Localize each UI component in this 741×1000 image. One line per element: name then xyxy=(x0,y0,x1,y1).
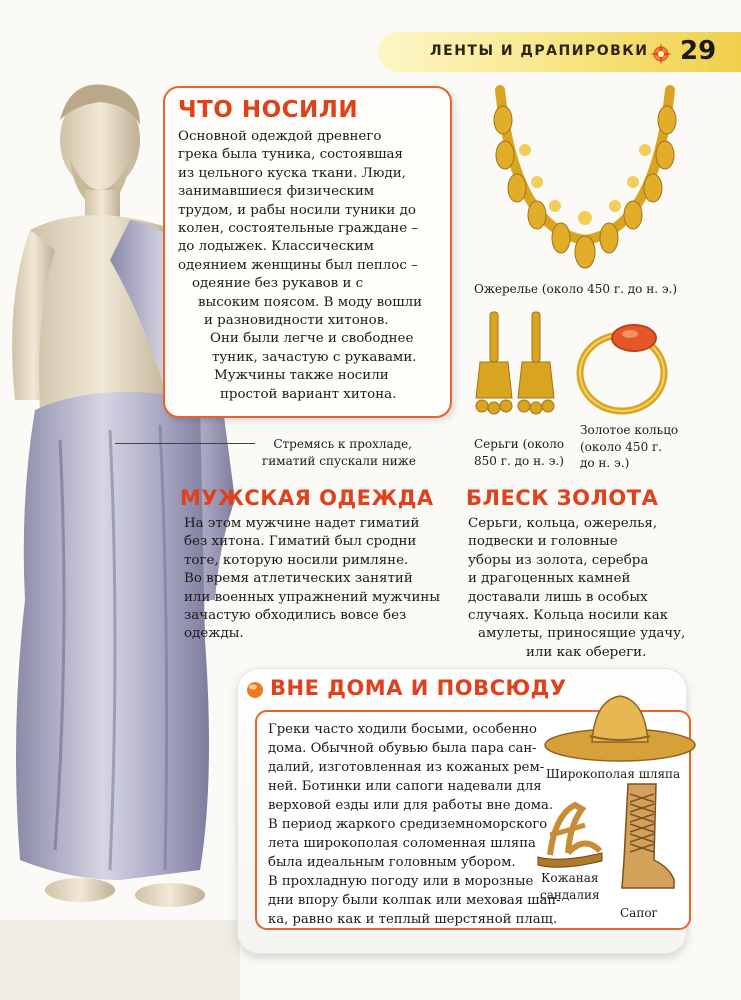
section-title: ЛЕНТЫ И ДРАПИРОВКИ xyxy=(430,43,649,59)
ring-caption: Золотое кольцо (около 450 г. до н. э.) xyxy=(580,423,679,470)
earrings-caption: Серьги (около 850 г. до н. э.) xyxy=(474,437,565,468)
hat-caption: Широкополая шляпа xyxy=(546,767,681,781)
boot-caption: Сапог xyxy=(620,906,658,920)
gold-ring-illustration xyxy=(572,318,682,418)
what-they-wore-text: Основной одеждой древнего грека была туника, состоявшая из цельного куска ткани. Люди, занимавшиеся физическим трудом, и рабы носили туники до колен, состоятельные граждане – до лодыжек. Классическим одеянием женщины был пеплос – одеяние без рукавов и с высоким поясом. В моду вошли и разновидности хитонов. Они были легче и свободнее туник, зачастую с рукавами. Мужчины также носили простой вариант хитона. xyxy=(178,129,423,402)
mens-clothing-heading: МУЖСКАЯ ОДЕЖДА xyxy=(180,486,434,510)
gold-necklace-illustration xyxy=(475,80,695,280)
necklace-caption: Ожерелье (около 450 г. до н. э.) xyxy=(474,282,678,296)
gold-shine-heading: БЛЕСК ЗОЛОТА xyxy=(466,486,659,510)
bullet-icon xyxy=(246,681,264,699)
mens-clothing-text: На этом мужчине надет гиматий без хитона. Гиматий был сродни тоге, которую носили римляне. Во время атлетических занятий или военных упражнений мужчины зачастую обходились вовсе без одежды. xyxy=(184,516,440,642)
gold-earrings-illustration xyxy=(472,308,572,423)
straw-hat-illustration xyxy=(540,690,700,765)
outdoors-text: Греки часто ходили босыми, особенно дома. Обычной обувью была пара сан- далий, изготовленная из кожаных рем- ней. Ботинки или сапоги надевали для верховой езды или для работы вне дома. В период жаркого средиземноморского лета широкополая соломенная шляпа была идеальным головным убором. В прохладную погоду или в морозные дни впору были колпак или меховая шап- ка, равно как и теплый шерстяной плащ. xyxy=(268,722,561,927)
sandal-caption: Кожаная сандалия xyxy=(540,871,600,902)
what-they-wore-heading: ЧТО НОСИЛИ xyxy=(178,97,359,123)
gold-shine-text: Серьги, кольца, ожерелья, подвески и головные уборы из золота, серебра и драгоценных камней доставали лишь в особых случаях. Кольца носили как амулеты, приносящие удачу, или как обереги. xyxy=(468,516,686,660)
leather-boot-illustration xyxy=(608,780,678,895)
compass-icon xyxy=(650,43,672,65)
page-number: 29 xyxy=(680,36,717,66)
statue-caption: Стремясь к прохладе, гиматий спускали ниже xyxy=(262,437,416,468)
leather-sandal-illustration xyxy=(530,795,610,870)
outdoors-heading: ВНЕ ДОМА И ПОВСЮДУ xyxy=(270,676,567,700)
caption-leader-line xyxy=(115,443,255,444)
